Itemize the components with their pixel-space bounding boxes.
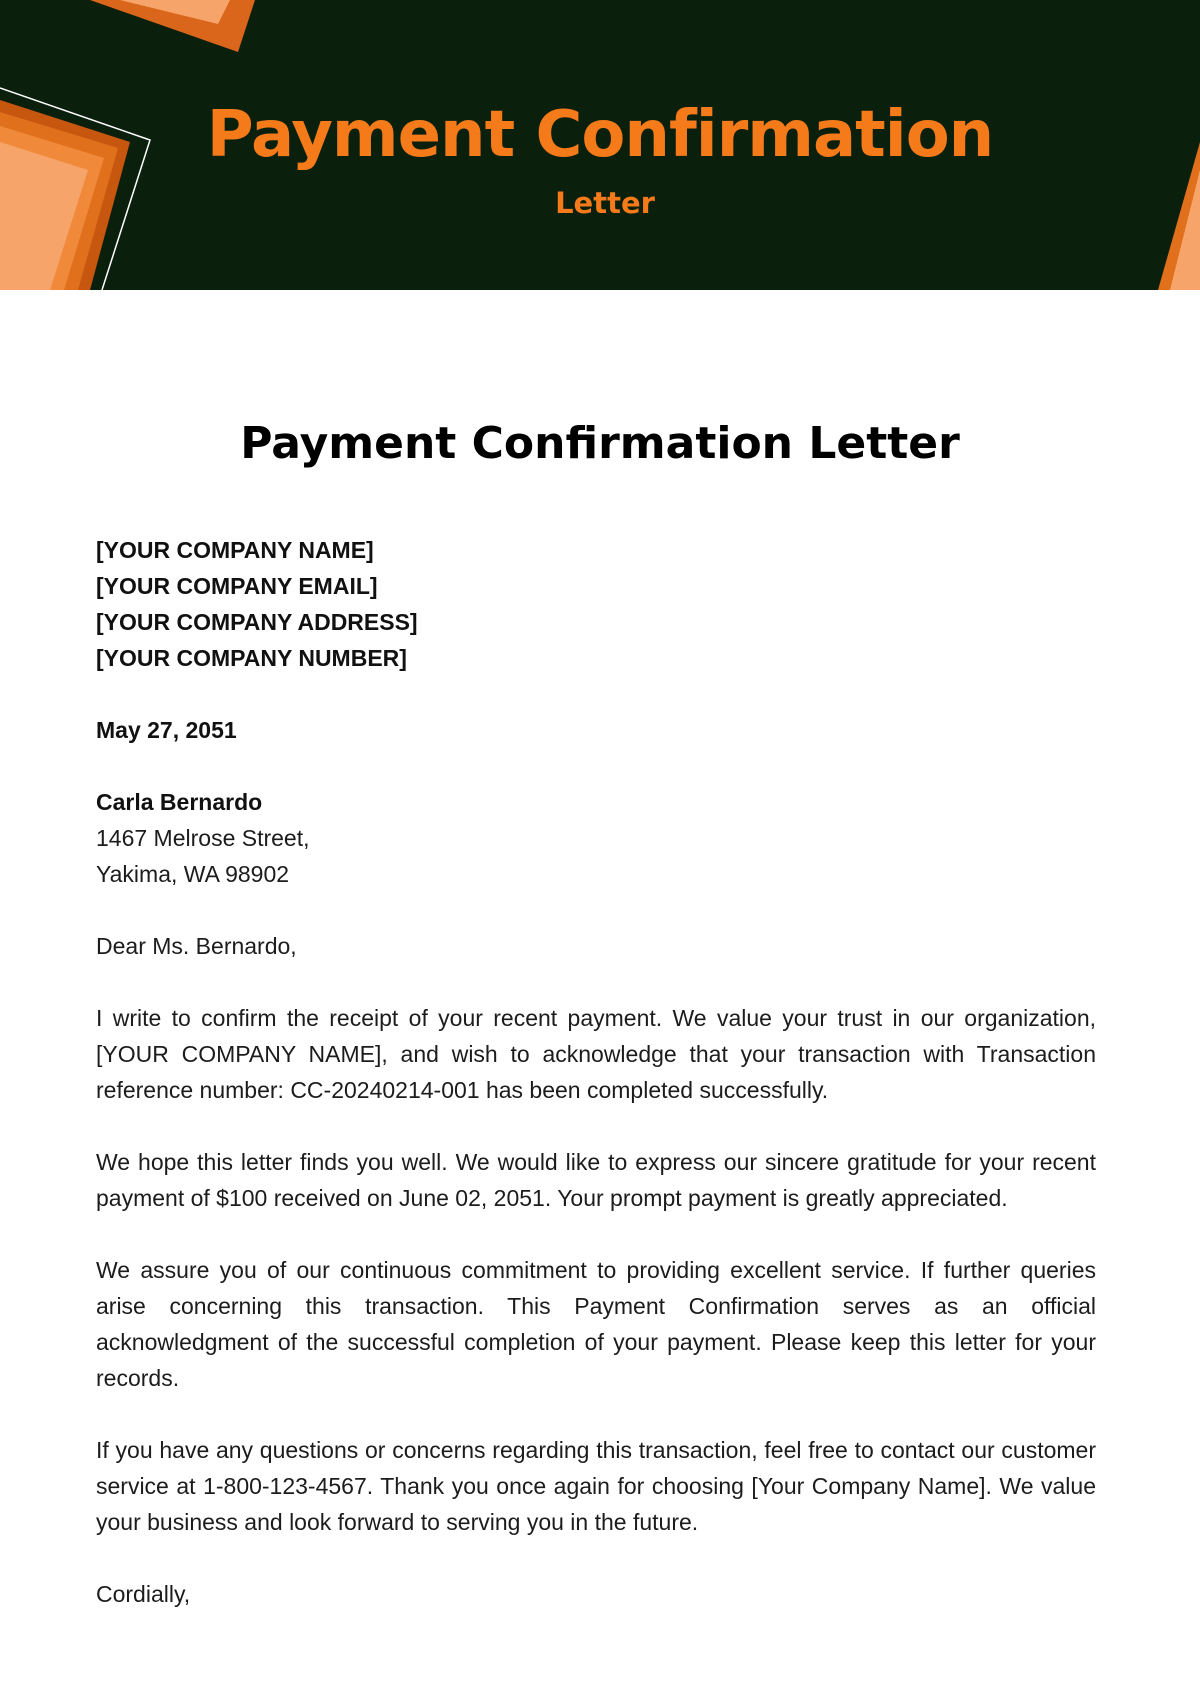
body-paragraph-2: We hope this letter finds you well. We would like to express our sincere gratitude for your recent payment of $100 received on June 02, 2051. Your prompt payment is greatly appreciated. [96,1149,1096,1211]
sender-company-name: [YOUR COMPANY NAME] [96,537,374,563]
header-title: Payment Confirmation [206,98,994,172]
body-paragraph-4: If you have any questions or concerns regarding this transaction, feel free to contact our customer service at 1-800-123-4567. Thank you once again for choosing [Your Company Name]. We value your business and look forward to serving you in the future. [96,1437,1096,1535]
letter-date: May 27, 2051 [96,717,237,743]
header-banner [0,0,1200,290]
document-title: Payment Confirmation Letter [240,418,960,469]
recipient-name: Carla Bernardo [96,789,263,815]
header-subtitle: Letter [555,186,655,220]
sender-company-address: [YOUR COMPANY ADDRESS] [96,609,418,635]
recipient-address-line1: 1467 Melrose Street, [96,825,310,851]
salutation: Dear Ms. Bernardo, [96,933,297,959]
recipient-address-line2: Yakima, WA 98902 [96,861,290,887]
body-paragraph-3: We assure you of our continuous commitment to providing excellent service. If further queries arise concerning this transaction. This Payment Confirmation serves as an official acknowledgment of the successful completion of your payment. Please keep this letter for your records. [96,1257,1096,1391]
letter-content [96,532,1096,1612]
closing: Cordially, [96,1581,191,1607]
sender-company-email: [YOUR COMPANY EMAIL] [96,573,378,599]
body-paragraph-1: I write to confirm the receipt of your recent payment. We value your trust in our organization, [YOUR COMPANY NAME], and wish to acknowledge that your transaction with Transaction reference number: CC-20240214-001 has been completed successfully. [96,1005,1096,1103]
sender-company-number: [YOUR COMPANY NUMBER] [96,645,407,671]
